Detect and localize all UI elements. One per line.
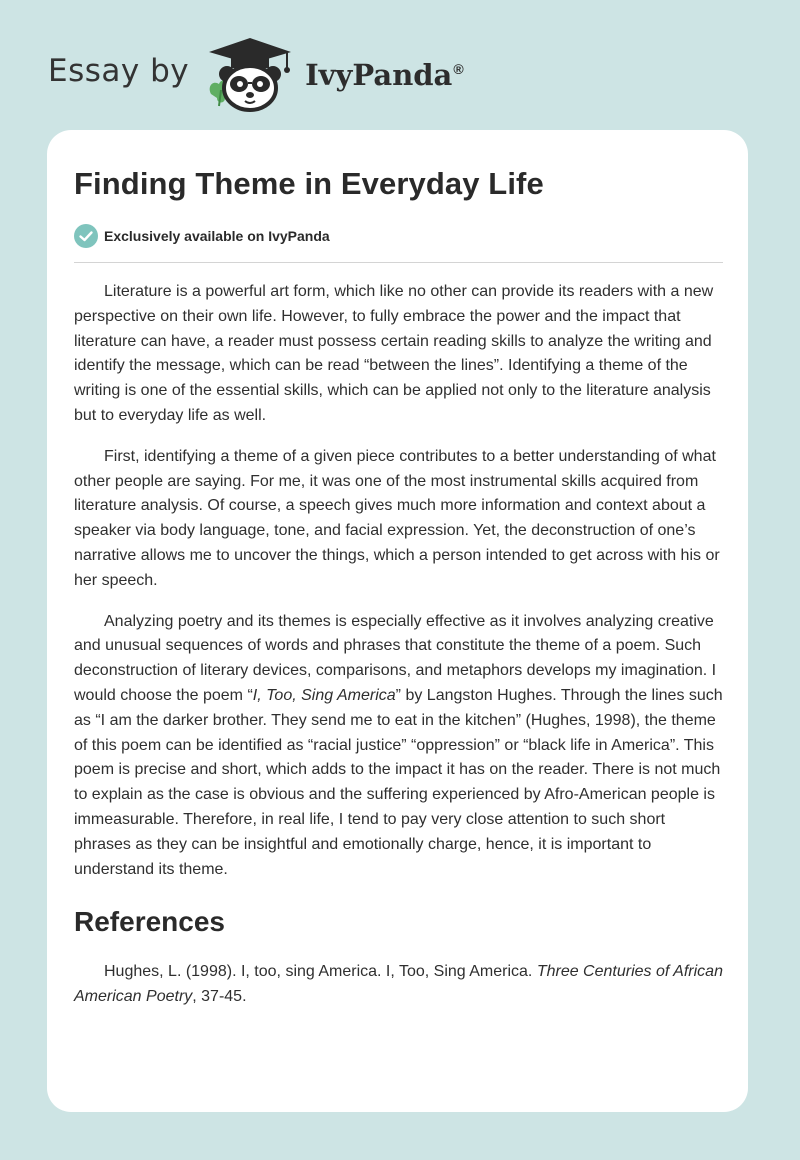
exclusive-label: Exclusively available on IvyPanda bbox=[104, 228, 330, 244]
panda-graduate-icon bbox=[203, 34, 297, 114]
paragraph: Analyzing poetry and its themes is especially effective as it involves analyzing creative and unusual sequences of words and phrases that constitute the theme of a poem. Such deconstruction of literary devices, comparisons, and metaphors develops my imagination. I would choose the poem “I, Too, Sing America” by Langston Hughes. Through the lines such as “I am the darker brother. They send me to eat in the kitchen” (Hughes, 1998), the theme of this poem can be identified as “racial justice” “oppression” or “black life in America”. This poem is precise and short, which adds to the impact it has on the reader. There is not much to explain as the case is obvious and the suffering experienced by Afro-American people is immeasurable. Therefore, in real life, I tend to pay very close attention to such short phrases as they can be insightful and emotionally charge, hence, it is important to understand its theme. bbox=[74, 612, 723, 878]
exclusive-badge bbox=[74, 224, 721, 248]
paragraph: First, identifying a theme of a given piece contributes to a better understanding of what other people are saying. For me, it was one of the most instrumental skills acquired from literature analysis. Of course, a speech gives much more information and context about a speaker via body language, tone, and facial expression. Yet, the deconstruction of one’s narrative allows me to uncover the things, which a person intended to get across with his or her speech. bbox=[74, 447, 720, 589]
poem-title: I, Too, Sing America bbox=[252, 686, 396, 704]
essay-card bbox=[47, 130, 748, 1112]
essay-by-label: Essay by bbox=[48, 53, 190, 89]
references-list bbox=[74, 960, 726, 1010]
references-heading: References bbox=[74, 906, 225, 938]
brand-name: IvyPanda® bbox=[305, 58, 464, 92]
page-title: Finding Theme in Everyday Life bbox=[74, 166, 544, 201]
check-circle-icon bbox=[74, 224, 98, 248]
site-header bbox=[48, 34, 464, 114]
divider bbox=[74, 262, 723, 263]
essay-body bbox=[74, 280, 726, 882]
reference-entry: Hughes, L. (1998). I, too, sing America. I, Too, Sing America. Three Centuries of African American Poetry, 37-45. bbox=[74, 963, 723, 1006]
paragraph: Literature is a powerful art form, which like no other can provide its readers with a new perspective on their own life. However, to fully embrace the power and the impact that literature can have, a reader must possess certain reading skills to analyze the writing and identify the message, which can be read “between the lines”. Identifying a theme of the writing is one of the essential skills, which can be applied not only to the literature analysis but to everyday life as well. bbox=[74, 283, 714, 424]
